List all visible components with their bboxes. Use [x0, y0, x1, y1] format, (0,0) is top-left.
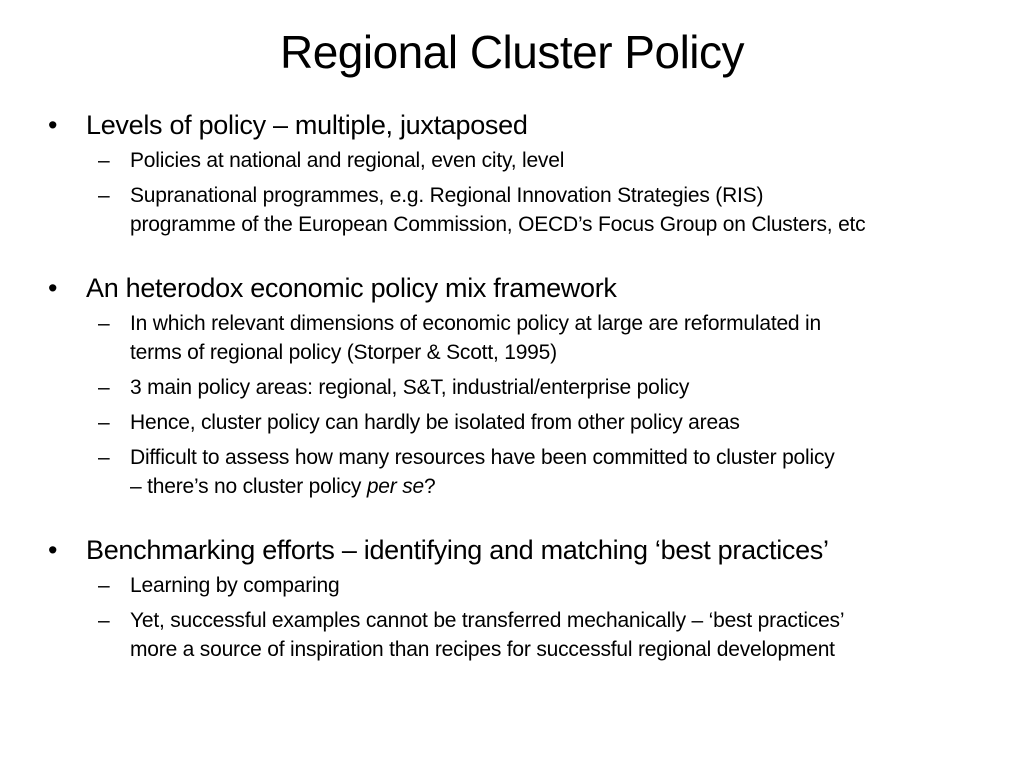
- bullet-text: Benchmarking efforts – identifying and matching ‘best practices’: [86, 535, 829, 565]
- bullet-point: [48, 269, 1008, 307]
- sub-bullet-text-part: – there’s no cluster policy: [130, 475, 367, 498]
- sub-bullet-emphasis: per se: [366, 475, 424, 498]
- sub-bullet-text: Supranational programmes, e.g. Regional Innovation Strategies (RIS): [130, 184, 764, 207]
- sub-bullet: [48, 309, 1008, 367]
- dash-icon: –: [98, 609, 110, 632]
- bullet-section: [48, 531, 1008, 664]
- dash-icon: –: [98, 149, 110, 172]
- sub-bullet: [48, 146, 1008, 175]
- slide-content: [48, 106, 1008, 670]
- bullet-dot-icon: •: [48, 273, 58, 303]
- sub-bullet-text: Hence, cluster policy can hardly be isolated from other policy areas: [130, 411, 740, 434]
- sub-bullet-text: Yet, successful examples cannot be transferred mechanically – ‘best practices’: [130, 609, 845, 632]
- bullet-section: [48, 269, 1008, 501]
- dash-icon: –: [98, 184, 110, 207]
- sub-bullet-text: 3 main policy areas: regional, S&T, industrial/enterprise policy: [130, 376, 690, 399]
- bullet-text: Levels of policy – multiple, juxtaposed: [86, 110, 528, 140]
- sub-bullet-list: [48, 309, 1008, 501]
- sub-bullet-text-continued: [130, 472, 1008, 501]
- sub-bullet-text-continued: more a source of inspiration than recipes for successful regional development: [130, 638, 835, 661]
- sub-bullet: [48, 443, 1008, 501]
- sub-bullet-text: Difficult to assess how many resources have been committed to cluster policy: [130, 446, 835, 469]
- dash-icon: –: [98, 411, 110, 434]
- sub-bullet-text-continued: programme of the European Commission, OECD’s Focus Group on Clusters, etc: [130, 213, 866, 236]
- bullet-point: [48, 106, 1008, 144]
- bullet-dot-icon: •: [48, 110, 58, 140]
- sub-bullet: [48, 181, 1008, 239]
- sub-bullet: [48, 606, 1008, 664]
- sub-bullet: [48, 408, 1008, 437]
- dash-icon: –: [98, 574, 110, 597]
- bullet-point: [48, 531, 1008, 569]
- sub-bullet: [48, 571, 1008, 600]
- sub-bullet-text-part: ?: [423, 475, 436, 498]
- dash-icon: –: [98, 446, 110, 469]
- dash-icon: –: [98, 312, 110, 335]
- bullet-section: [48, 106, 1008, 239]
- sub-bullet-text-continued: terms of regional policy (Storper & Scott, 1995): [130, 341, 557, 364]
- sub-bullet-text: In which relevant dimensions of economic policy at large are reformulated in: [130, 312, 821, 335]
- sub-bullet-list: [48, 571, 1008, 664]
- bullet-text: An heterodox economic policy mix framework: [86, 273, 617, 303]
- sub-bullet-list: [48, 146, 1008, 239]
- bullet-dot-icon: •: [48, 535, 58, 565]
- sub-bullet-text: Policies at national and regional, even city, level: [130, 149, 565, 172]
- slide-title: Regional Cluster Policy: [279, 26, 745, 78]
- dash-icon: –: [98, 376, 110, 399]
- sub-bullet-text: Learning by comparing: [130, 574, 340, 597]
- sub-bullet: [48, 373, 1008, 402]
